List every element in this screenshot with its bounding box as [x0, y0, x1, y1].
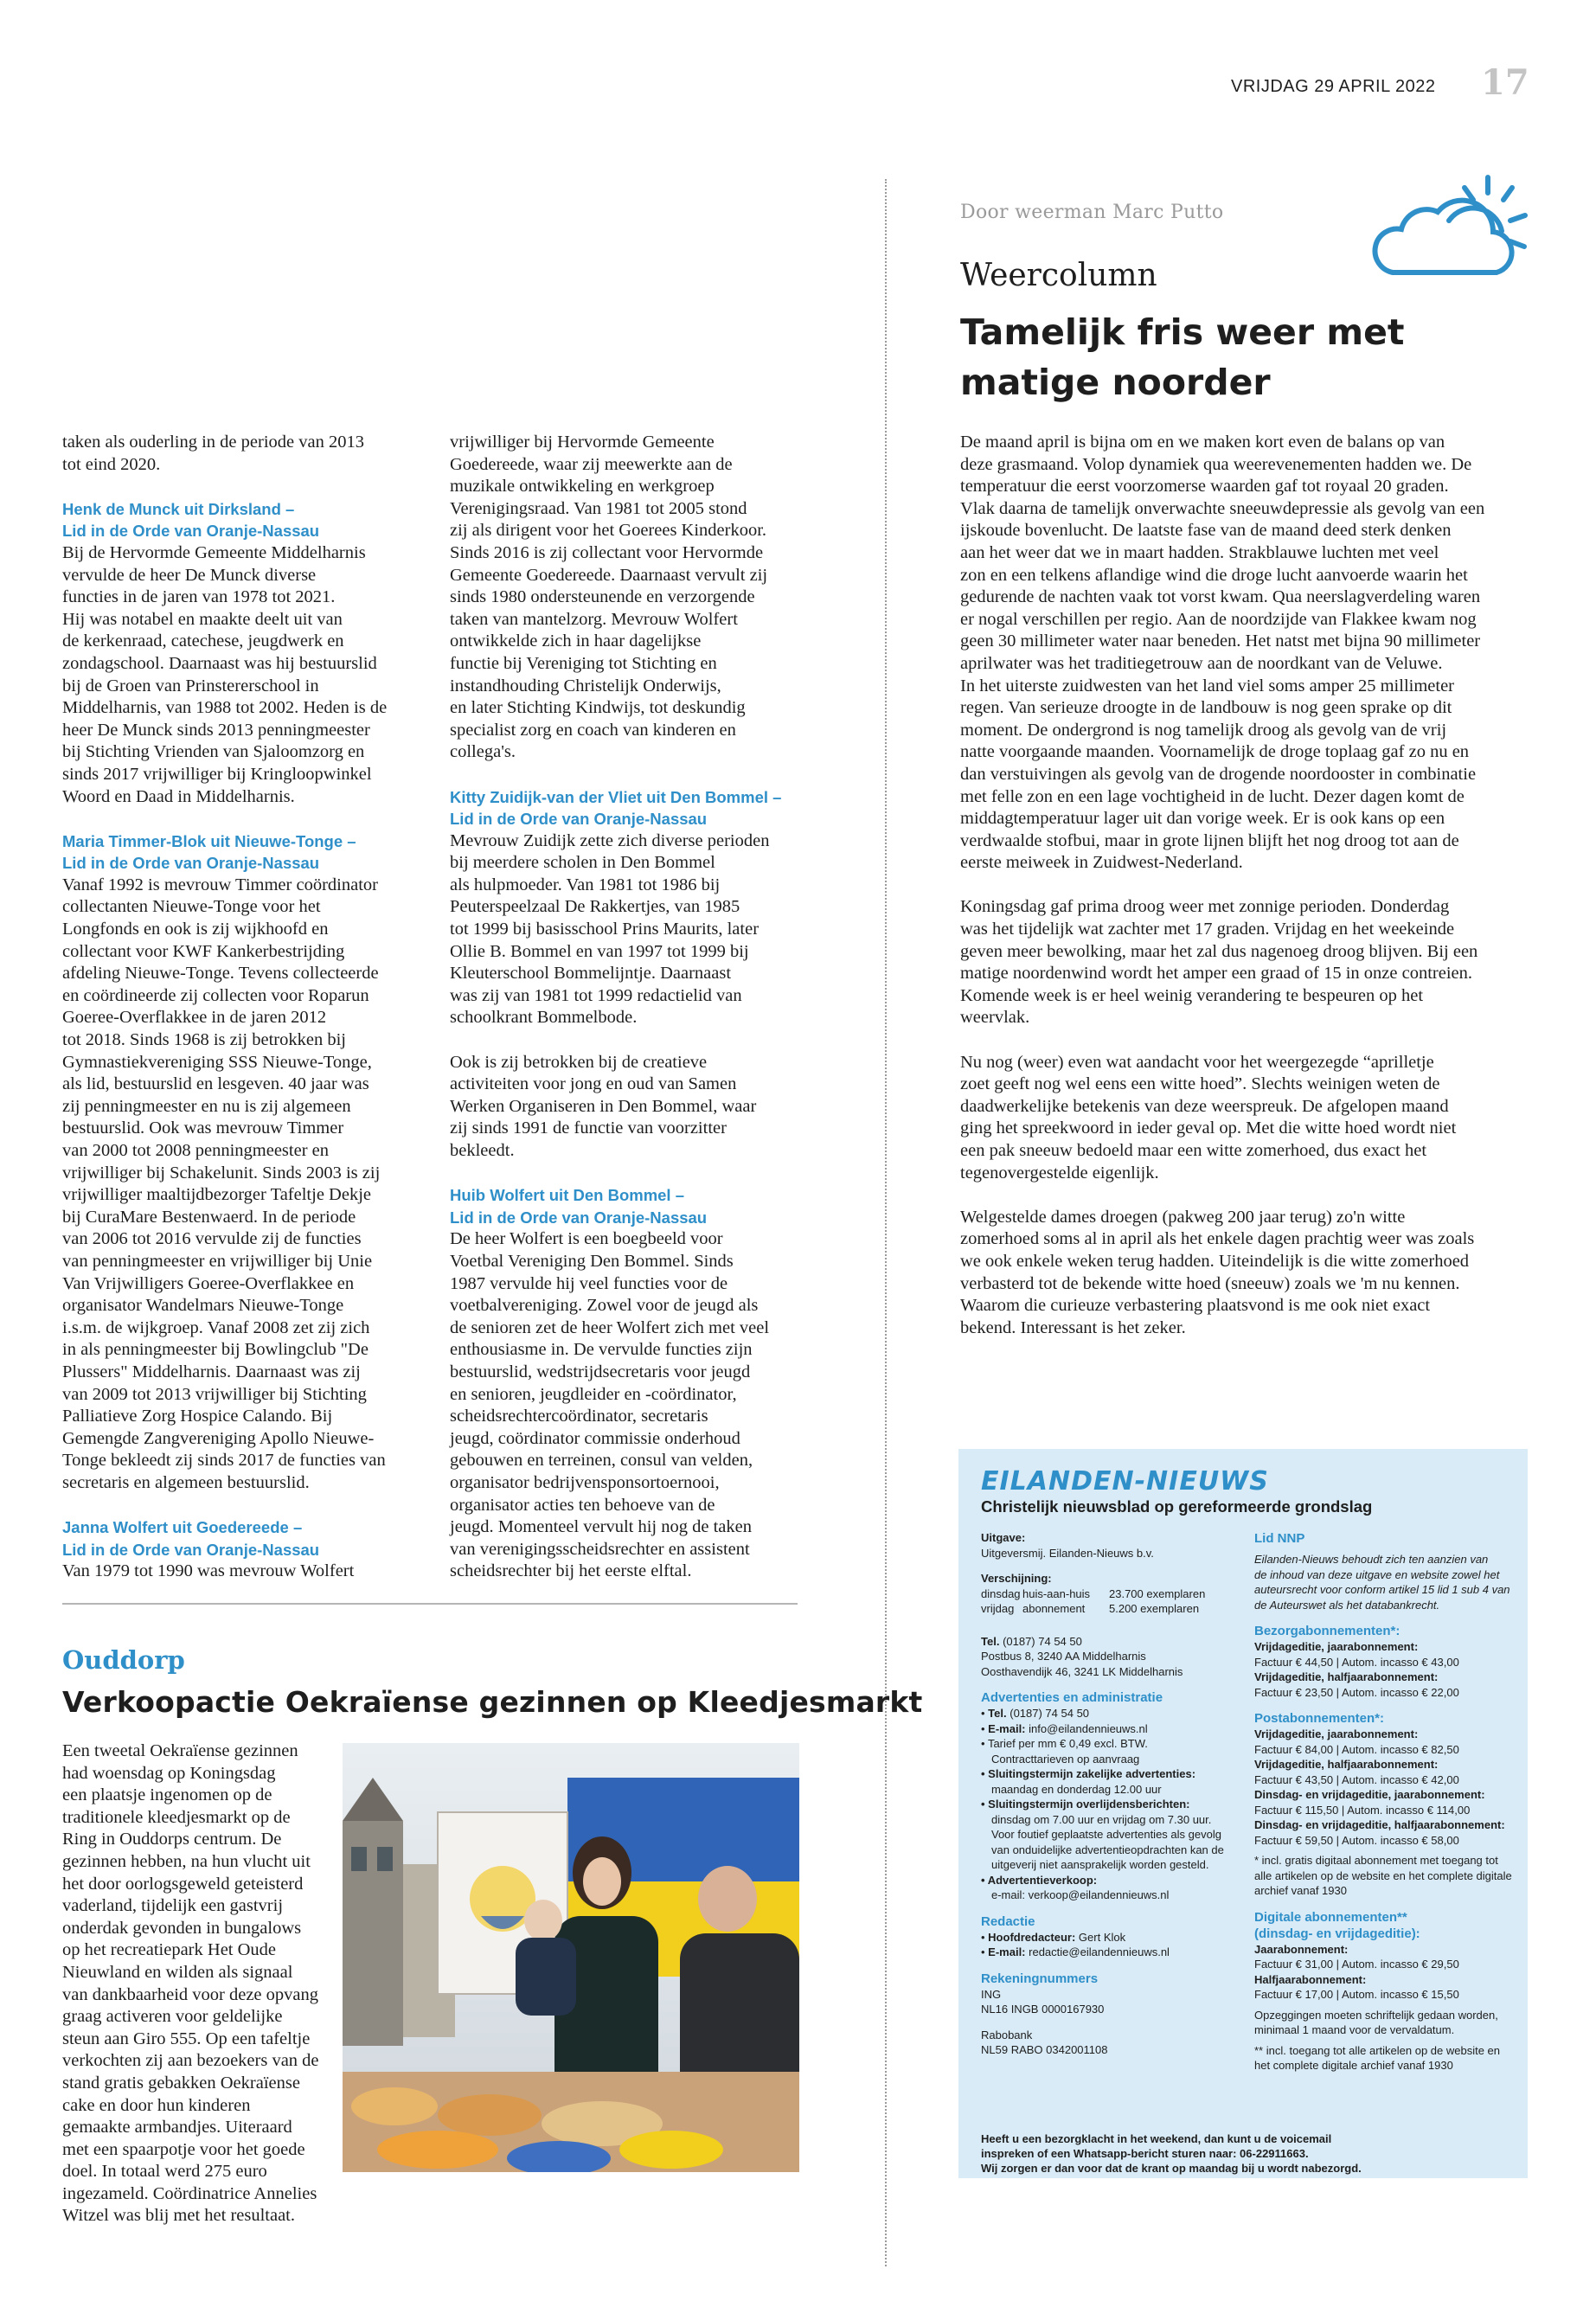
deadline-obituary-label: • Sluitingstermijn overlijdensberichten: — [981, 1797, 1240, 1812]
price-value: Factuur € 44,50 | Autom. incasso € 43,00 — [1254, 1655, 1459, 1669]
price-label: Vrijdageditie, jaarabonnement: — [1254, 1640, 1419, 1653]
advertising-heading: Advertenties en administratie — [981, 1690, 1163, 1705]
bank-ing-number: NL16 INGB 0000167930 — [981, 2003, 1105, 2016]
colophon-box — [958, 1449, 1528, 2178]
paragraph: Ook is zij betrokken bij de creatieve activiteiten voor jong en oud van Samen Werken Organiseren in Den Bommel, waar zij sinds 1991 de functie van voorzitter bekleedt. — [450, 1052, 757, 1160]
page-number: 17 — [1481, 62, 1529, 103]
verschijning-label: Verschijning: — [981, 1572, 1052, 1585]
paragraph: Vanaf 1992 is mevrouw Timmer coördinator collectanten Nieuwe-Tonge voor het Longfonds en ook is zij wijkhoofd en collectant voor KWF Kankerbestrijding afdeling Nieuwe-Tonge. Tevens collecteerde en coördineerde zij collecten voor Roparun Goeree-Overflakkee in de jaren 2012 tot 2018. Sinds 1968 is zij betrokken bij Gymnastiekvereniging SSS Nieuwe-Tonge, als lid, bestuurslid en lesgeven. 40 jaar was zij penningmeester en nu is zij algemeen bestuurslid. Ook was mevrouw Timmer van 2000 tot 2008 penningmeester en vrijwilliger bij Schakelunit. Sinds 2003 is zij vrijwilliger maaltijdbezorger Tafeltje Dekje bij CuraMare Bestenwaerd. In de periode van 2006 tot 2016 vervulde zij de functies van penningmeester en vrijwilliger bij Unie Van Vrijwilligers Goeree-Overflakkee en organisator Wandelmars Nieuwe-Tonge i.s.m. de wijkgroep. Vanaf 2008 zet zij zich in als penningmeester bij Bowlingclub "De Plussers" Middelharnis. Daarnaast was zij van 2009 tot 2013 vrijwilliger bij Stichting Palliatieve Zorg Hospice Calando. Bij Gemengde Zangvereniging Apollo Nieuwe- Tonge bekleedt zij sinds 2017 de functies van secretaris en algemeen bestuurslid. — [62, 875, 386, 1492]
uitgave-label: Uitgave: — [981, 1531, 1026, 1544]
ouddorp-article — [62, 1740, 322, 2227]
distribution: abonnement — [1022, 1602, 1086, 1615]
adv-tel — [981, 1706, 1240, 1721]
section-heading: Henk de Munck uit Dirksland – — [62, 499, 295, 518]
price-label: Vrijdageditie, jaarabonnement: — [1254, 1727, 1419, 1740]
price-label: Jaarabonnement: — [1254, 1942, 1349, 1956]
tel-value: (0187) 74 54 50 — [1003, 1634, 1082, 1648]
ouddorp-kicker: Ouddorp — [62, 1645, 185, 1675]
editor-label: Hoofdredacteur: — [988, 1930, 1076, 1944]
editor-in-chief — [981, 1930, 1240, 1945]
price-value: Factuur € 84,00 | Autom. incasso € 82,50 — [1254, 1742, 1459, 1756]
deadline-business-label: • Sluitingstermijn zakelijke advertenties: — [981, 1766, 1240, 1782]
circulation: 23.700 exemplaren — [1109, 1586, 1206, 1600]
copyright-note: Eilanden-Nieuws behoudt zich ten aanzien van de inhoud van deze uitgave en website zowel het auteursrecht voor conform artikel 15 lid 1 sub 4 van de Auteurswet als het databankrecht. — [1254, 1553, 1510, 1612]
adv-email-label: E-mail: — [988, 1721, 1026, 1735]
column-divider — [885, 179, 887, 2266]
deadline-business: maandag en donderdag 12.00 uur — [991, 1782, 1162, 1796]
liability-note: Voor foutief geplaatste advertenties als gevolg van onduidelijke advertentieopdrachten kan de uitgeverij niet aansprakelijk worden gesteld. — [991, 1828, 1224, 1871]
adv-tariff: • Tarief per mm € 0,49 excl. BTW. — [981, 1736, 1240, 1752]
price-value: Factuur € 31,00 | Autom. incasso € 29,50 — [1254, 1958, 1459, 1971]
honours-column-2 — [450, 432, 830, 1583]
section-heading: Lid in de Orde van Oranje-Nassau — [62, 854, 320, 873]
circulation: 5.200 exemplaren — [1109, 1602, 1200, 1615]
adv-tel-label: Tel. — [988, 1707, 1007, 1720]
deadline-obituary: dinsdag om 7.00 uur en vrijdag om 7.30 uur. — [991, 1812, 1212, 1826]
cloud-sun-icon — [1358, 169, 1540, 290]
weather-kicker: Weercolumn — [960, 258, 1157, 293]
section-heading: Lid in de Orde van Oranje-Nassau — [62, 522, 320, 541]
digital-note: ** incl. toegang tot alle artikelen op de website en het complete digitale archief vanaf 1930 — [1254, 2043, 1501, 2072]
editorial-email-label: E-mail: — [988, 1945, 1026, 1958]
editor-name: Gert Klok — [1078, 1930, 1126, 1944]
issue-date: VRIJDAG 29 APRIL 2022 — [1231, 77, 1436, 96]
complaint-line: Wij zorgen er dan voor dat de krant op maandag bij u wordt nabezorgd. — [981, 2162, 1362, 2175]
ad-sales-label: • Advertentieverkoop: — [981, 1873, 1240, 1888]
newspaper-tagline: Christelijk nieuwsblad op gereformeerde grondslag — [981, 1497, 1373, 1516]
price-label: Vrijdageditie, halfjaarabonnement: — [1254, 1670, 1439, 1683]
adv-email-value[interactable]: info@eilandennieuws.nl — [1029, 1721, 1148, 1735]
paragraph: Van 1979 tot 1990 was mevrouw Wolfert — [62, 1561, 355, 1581]
weather-title: Tamelijk fris weer met matige noorder — [960, 311, 1405, 403]
paragraph: Bij de Hervormde Gemeente Middelharnis vervulde de heer De Munck diverse functies in de jaren van 1978 tot 2021. Hij was notabel en maakte deelt uit van de kerkenraad, catechese, jeugdwerk en zondagschool. Daarnaast was hij bestuurslid bij de Groen van Prinstererschool in Middelharnis, van 1988 tot 2002. Heden is de heer De Munck sinds 2013 penningmeester bij Stichting Vrienden van Sjaloomzorg en sinds 2017 vrijwilliger bij Kringloopwinkel Woord en Daad in Middelharnis. — [62, 542, 388, 806]
price-value: Factuur € 59,50 | Autom. incasso € 58,00 — [1254, 1833, 1459, 1847]
adv-tel-value: (0187) 74 54 50 — [1010, 1707, 1090, 1720]
weather-article — [960, 432, 1514, 1362]
price-label: Halfjaarabonnement: — [1254, 1972, 1367, 1986]
distribution: huis-aan-huis — [1022, 1586, 1091, 1600]
tel-label: Tel. — [981, 1634, 1000, 1648]
cancellation-note: Opzeggingen moeten schriftelijk gedaan worden, minimaal 1 maand voor de vervaldatum. — [1254, 2008, 1498, 2036]
verschijning-row — [981, 1601, 1240, 1617]
section-heading: Huib Wolfert uit Den Bommel – — [450, 1186, 685, 1205]
bank-rabo-number: NL59 RABO 0342001108 — [981, 2043, 1108, 2056]
editorial-email-value[interactable]: redactie@eilandennieuws.nl — [1029, 1945, 1170, 1958]
price-label: Dinsdag- en vrijdageditie, halfjaarabonnement: — [1254, 1818, 1505, 1831]
section-heading: Kitty Zuidijk-van der Vliet uit Den Bommel – — [450, 787, 782, 806]
digital-subscriptions-heading: Digitale abonnementen** (dinsdag- en vrijdageditie): — [1254, 1909, 1420, 1941]
price-value: Factuur € 23,50 | Autom. incasso € 22,00 — [1254, 1685, 1459, 1699]
uitgave-value: Uitgeversmij. Eilanden-Nieuws b.v. — [981, 1546, 1154, 1560]
eilanden-nieuws-logo: EILANDEN-NIEUWS — [981, 1466, 1269, 1497]
section-divider — [62, 1603, 798, 1605]
day: dinsdag — [981, 1586, 1021, 1600]
honours-column-1 — [62, 432, 434, 1583]
paragraph: Mevrouw Zuidijk zette zich diverse perioden bij meerdere scholen in Den Bommel als hulpmoeder. Van 1981 tot 1986 bij Peuterspeelzaal De Rakkertjes, van 1985 tot 1999 bij basisschool Prins Maurits, later Ollie B. Bommel en van 1997 tot 1999 bij Kleuterschool Bommelijntje. Daarnaast was zij van 1981 tot 1999 redactielid van schoolkrant Bommelbode. — [450, 830, 770, 1028]
colophon-left-column — [981, 1530, 1240, 2058]
paragraph: De heer Wolfert is een boegbeeld voor Voetbal Vereniging Den Bommel. Sinds 1987 vervulde hij veel functies voor de voetbalvereniging. Zowel voor de jeugd als de senioren zet de heer Wolfert zich met veel enthousiasme in. De vervulde functies zijn bestuurslid, wedstrijdsecretaris voor jeugd en senioren, jeugdleider en -coördinator, scheidsrechtercoördinator, secretaris jeugd, coördinator commissie onderhoud gebouwen en terreinen, consul van velden, organisator bedrijvensponsortoernooi, organisator acties ten behoeve van de jeugd. Momenteel vervult hij nog de taken van verenigingsscheidsrechter en assistent scheidsrechter bij het eerste elftal. — [450, 1229, 770, 1581]
adv-contract: Contracttarieven op aanvraag — [991, 1752, 1140, 1766]
nnp-heading: Lid NNP — [1254, 1531, 1305, 1546]
verschijning-row — [981, 1586, 1240, 1602]
editorial-email — [981, 1945, 1240, 1960]
address: Oosthavendijk 46, 3241 LK Middelharnis — [981, 1664, 1183, 1678]
bank-ing: ING — [981, 1987, 1002, 2001]
paragraph: Een tweetal Oekraïense gezinnen had woensdag op Koningsdag een plaatsje ingenomen op de traditionele kleedjesmarkt op de Ring in Ouddorps centrum. De gezinnen hebben, na hun vlucht uit het door oorlogsgeweld geteisterd vaderland, tijdelijk een gastvrij onderdak gevonden in bungalows op het recreatiepark Het Oude Nieuwland en wilden als signaal van dankbaarheid voor deze opvang graag activeren voor geldelijke steun aan Giro 555. Op een tafeltje verkochten zij aan bezoekers van de stand gratis gebakken Oekraïense cake en door hun kinderen gemaakte armbandjes. Uiteraard met een spaarpotje voor het goede doel. In totaal werd 275 euro ingezameld. Coördinatrice Annelies Witzel was blij met het resultaat. — [62, 1741, 319, 2226]
adv-email — [981, 1721, 1240, 1737]
editorial-heading: Redactie — [981, 1913, 1035, 1929]
price-value: Factuur € 115,50 | Autom. incasso € 114,00 — [1254, 1803, 1471, 1817]
section-heading: Maria Timmer-Blok uit Nieuwe-Tonge – — [62, 831, 356, 850]
postal-subscriptions-heading: Postabonnementen*: — [1254, 1711, 1385, 1726]
section-heading: Lid in de Orde van Oranje-Nassau — [62, 1540, 320, 1559]
day: vrijdag — [981, 1602, 1015, 1615]
price-value: Factuur € 43,50 | Autom. incasso € 42,00 — [1254, 1772, 1459, 1786]
price-label: Vrijdageditie, halfjaarabonnement: — [1254, 1758, 1439, 1771]
weather-paragraph: Koningsdag gaf prima droog weer met zonnige perioden. Donderdag was het tijdelijk wat zachter met 17 graden. Vrijdag en het weekeinde geven meer bewolking, maar het zal dus nagenoeg droog blijven. Bij een matige noordenwind wordt het amper een graad of 15 in onze contreien. Komende week is er heel weinig verandering te bespeuren op het weervlak. — [960, 897, 1478, 1028]
ad-sales-email[interactable]: e-mail: verkoop@eilandennieuws.nl — [991, 1888, 1170, 1901]
delivery-complaint-note — [981, 2131, 1509, 2176]
paragraph: taken als ouderling in de periode van 2013 tot eind 2020. — [62, 433, 364, 474]
accounts-heading: Rekeningnummers — [981, 1971, 1099, 1986]
paragraph: vrijwilliger bij Hervormde Gemeente Goedereede, waar zij meewerkte aan de muzikale ontwikkeling en werkgroep Verenigingsraad. Van 1981 tot 2005 stond zij als dirigent voor het Goerees Kinderkoor. Sinds 2016 is zij collectant voor Hervormde Gemeente Goedereede. Daarnaast vervult zij sinds 1980 ondersteunende en verzorgende taken van mantelzorg. Mevrouw Wolfert ontwikkelde zich in haar dagelijkse functie bij Vereniging tot Stichting en instandhouding Christelijk Onderwijs, en later Stichting Kindwijs, tot deskundig specialist zorg en coach van kinderen en collega's. — [450, 433, 768, 762]
complaint-line: inspreken of een Whatsapp-bericht sturen naar: 06-22911663. — [981, 2147, 1309, 2160]
ouddorp-title: Verkoopactie Oekraïense gezinnen op Kleedjesmarkt — [62, 1685, 923, 1719]
phone-line — [981, 1634, 1240, 1650]
subscription-note: * incl. gratis digitaal abonnement met toegang tot alle artikelen op de website en het complete digitale archief vanaf 1930 — [1254, 1854, 1512, 1897]
section-heading: Janna Wolfert uit Goedereede – — [62, 1518, 303, 1537]
price-value: Factuur € 17,00 | Autom. incasso € 15,50 — [1254, 1988, 1459, 2001]
colophon-right-column — [1254, 1530, 1514, 2073]
weather-author: Door weerman Marc Putto — [960, 202, 1224, 223]
section-heading: Lid in de Orde van Oranje-Nassau — [450, 810, 708, 829]
weather-paragraph: De maand april is bijna om en we maken kort even de balans op van deze grasmaand. Volop dynamiek qua weerevenementen hadden we. De temperatuur die eerst voorzomerse waarden gaf tot royaal 20 graden. Vlak daarna de tamelijk onverwachte sneeuwdepressie als gevolg van een ijskoude bovenlucht. De laatste fase van de maand deed sterk denken aan het weer dat we in maart hadden. Strakblauwe luchten met veel zon en een telkens aflandige wind die droge lucht aanvoerde waarin het gedurende de nachten vaak tot vorst kwam. Qua neerslagverdeling waren er nogal verschillen per regio. Aan de noordzijde van Flakkee kwam nog geen 30 millimeter water naar beneden. Het natst met bijna 90 millimeter aprilwater was het traditiegetrouw aan de noordkant van de Veluwe. In het uiterste zuidwesten van het land viel soms amper 25 millimeter regen. Van serieuze droogte in de landbouw is nog geen sprake op dit moment. De ondergrond is nog tamelijk droog als gevolg van de vrij natte voorgaande maanden. Voornamelijk de droge toplaag gaf zo nu en dan verstuivingen als gevolg van de drogende noordooster in combinatie met felle zon en een lage vochtigheid in de lucht. Dezer dagen komt de middagtemperatuur lager uit dan vorige week. Er is ook kans op een verdwaalde stofbui, maar in grote lijnen blijft het nog droog tot aan de eerste meiweek in Zuidwest-Nederland. — [960, 433, 1485, 873]
postbus: Postbus 8, 3240 AA Middelharnis — [981, 1650, 1146, 1663]
price-label: Dinsdag- en vrijdageditie, jaarabonnement: — [1254, 1788, 1485, 1801]
delivery-subscriptions-heading: Bezorgabonnementen*: — [1254, 1624, 1401, 1638]
section-heading: Lid in de Orde van Oranje-Nassau — [450, 1208, 708, 1227]
complaint-line: Heeft u een bezorgklacht in het weekend, dan kunt u de voicemail — [981, 2132, 1332, 2145]
weather-paragraph: Welgestelde dames droegen (pakweg 200 jaar terug) zo'n witte zomerhoed soms al in april als het enkele dagen prachtig weer was zoals we ook enkele weken terug hadden. Uiteindelijk is die witte zomerhoed verbasterd tot de bekende witte hoed (sneeuw) zoals we 'm nu kennen. Waarom die curieuze verbastering plaatsvond is me ook niet exact bekend. Interessant is het zeker. — [960, 1207, 1475, 1337]
market-stall-photo — [343, 1743, 799, 2172]
bank-rabo: Rabobank — [981, 2028, 1033, 2041]
weather-paragraph: Nu nog (weer) even wat aandacht voor het weergezegde “aprilletje zoet geeft nog wel eens een witte hoed”. Slechts weinigen weten de daadwerkelijke betekenis van deze weerspreuk. De afgelopen maand ging het spreekwoord in ieder geval op. Met die witte hoed wordt niet een pak sneeuw bedoeld maar een witte zomerhoed, dus exact het tegenovergestelde eigenlijk. — [960, 1052, 1457, 1183]
